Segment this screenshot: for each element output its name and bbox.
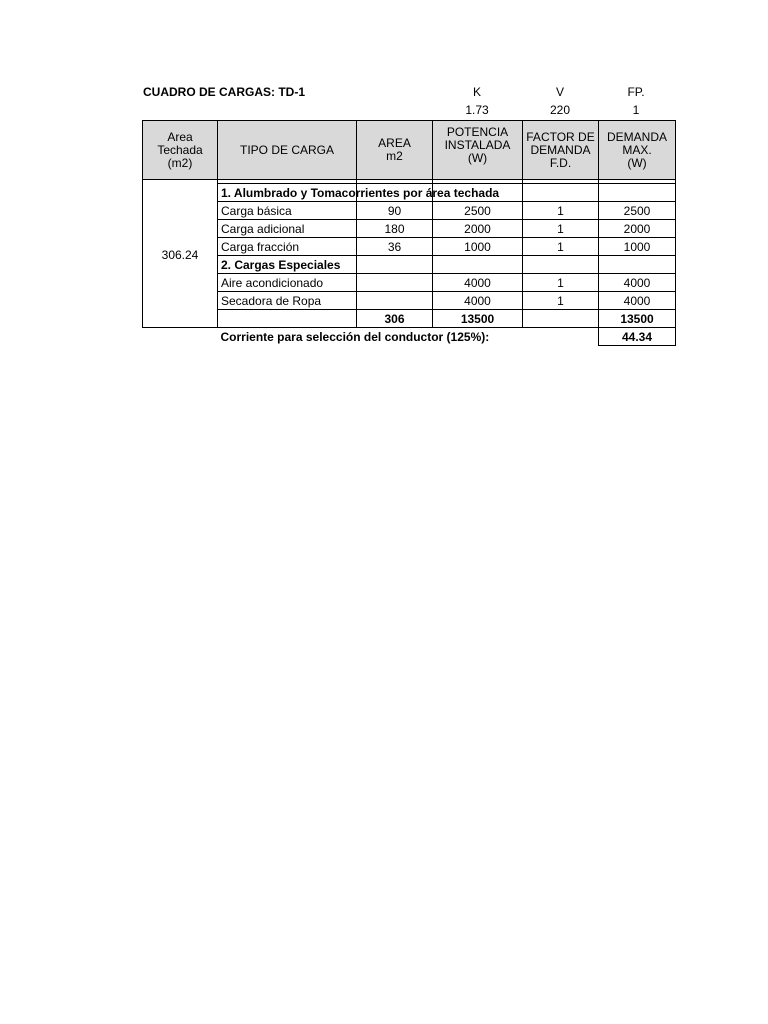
section-label: 1. Alumbrado y Tomacorrientes por área techada [221,185,500,200]
table-section-row [143,184,676,202]
area-cell: 180 [357,220,433,238]
header-tipo-carga [218,121,357,180]
potencia-cell [433,256,523,274]
demanda-cell: 2000 [599,220,676,238]
area-cell: 90 [357,202,433,220]
tipo-cell [218,184,500,202]
header-line: AREA [378,136,411,150]
potencia-cell: 4000 [433,292,523,310]
table-row [143,292,676,310]
demanda-cell: 2500 [599,202,676,220]
param-k-label: K [472,85,481,99]
factor-cell: 1 [523,292,599,310]
total-demanda-cell: 13500 [599,310,676,328]
param-k-value: 1.73 [465,103,489,117]
demanda-cell [599,184,676,202]
header-line: INSTALADA [444,138,511,152]
param-v-label: V [555,85,564,99]
factor-cell: 1 [523,220,599,238]
current-row [143,328,676,346]
tipo-carga-cell: Carga adicional [218,220,357,238]
tipo-carga-cell: Aire acondicionado [218,274,357,292]
area-cell: 36 [357,238,433,256]
header-line: m2 [386,149,403,163]
param-fp-value: 1 [632,103,640,117]
header-line: POTENCIA [446,125,509,139]
current-blank-cell [143,328,218,346]
area-cell [357,292,433,310]
section-label: 2. Cargas Especiales [221,257,341,272]
current-label: Corriente para selección del conductor (125%): [220,329,490,344]
header-area [357,121,433,180]
area-techada-value: 306.24 [143,184,218,328]
potencia-cell: 1000 [433,238,523,256]
header-line: Area [167,129,193,144]
table-row [143,238,676,256]
tipo-carga-cell: Carga fracción [218,238,357,256]
area-cell [357,274,433,292]
potencia-cell: 2500 [433,202,523,220]
factor-cell: 1 [523,202,599,220]
factor-cell: 1 [523,238,599,256]
header-line: TIPO DE CARGA [239,142,334,157]
tipo-cell [218,256,357,274]
param-v-value: 220 [549,103,571,117]
table-totals-row [143,310,676,328]
totals-blank-cell [523,310,599,328]
header-line: (m2) [167,155,193,170]
tipo-carga-cell: Secadora de Ropa [218,292,357,310]
header-line: (W) [627,155,647,170]
header-potencia [433,121,523,180]
factor-cell [523,256,599,274]
potencia-cell: 4000 [433,274,523,292]
current-value: 44.34 [599,328,676,346]
table-row [143,202,676,220]
demanda-cell: 4000 [599,292,676,310]
header-area-techada [143,121,218,180]
tipo-carga-cell: Carga básica [218,202,357,220]
total-area-cell: 306 [357,310,433,328]
demanda-cell: 1000 [599,238,676,256]
table-section-row [143,256,676,274]
total-potencia-cell: 13500 [433,310,523,328]
header-line: Techada [157,142,203,157]
totals-blank-cell [218,310,357,328]
area-cell [357,256,433,274]
page-title: CUADRO DE CARGAS: TD-1 [143,85,305,99]
header-line: MAX. [622,142,652,157]
header-factor [523,121,599,180]
param-fp-label: FP. [627,85,645,99]
header-line: DEMANDA [606,129,667,144]
demanda-cell: 4000 [599,274,676,292]
table-row [143,220,676,238]
header-demanda [599,121,676,180]
table-row [143,274,676,292]
factor-cell: 1 [523,274,599,292]
header-line: DEMANDA [530,142,591,157]
header-line: F.D. [549,155,572,170]
potencia-cell: 2000 [433,220,523,238]
load-table [142,120,676,346]
header-line: (W) [467,151,488,165]
factor-cell [523,184,599,202]
table-header-row [143,121,676,180]
demanda-cell [599,256,676,274]
header-line: FACTOR DE [526,129,595,144]
